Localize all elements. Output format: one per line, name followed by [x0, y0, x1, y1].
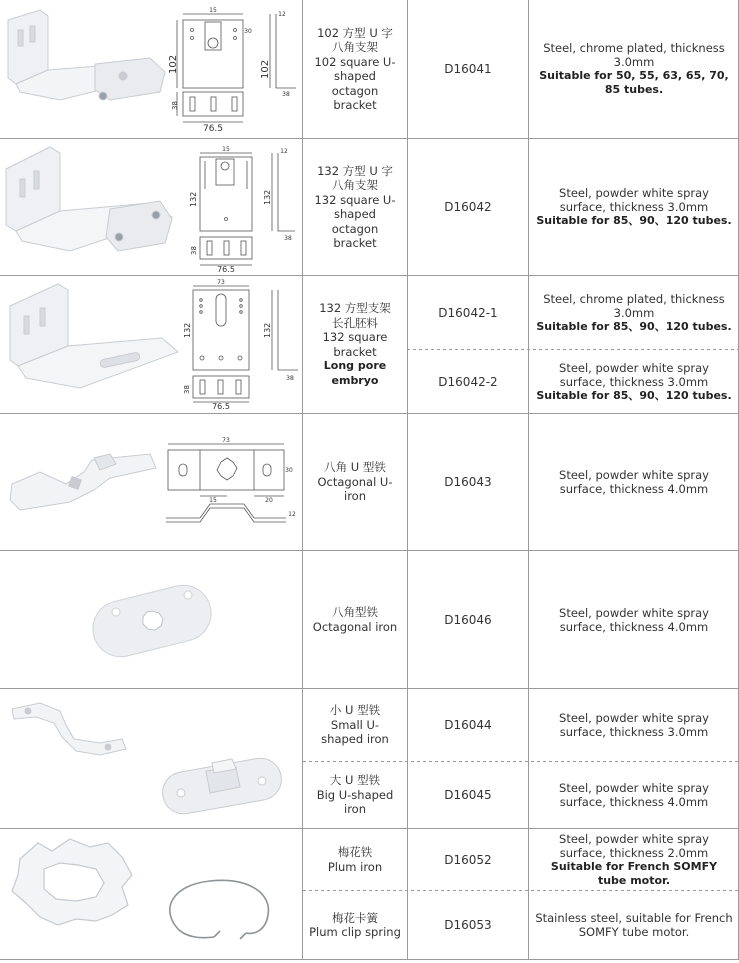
dim-left: 15	[209, 497, 217, 504]
product-name-en: Big U-shaped iron	[316, 787, 394, 817]
product-name-cn: 132 方型 U 字八角支架	[317, 163, 393, 192]
product-name-cn: 102 方型 U 字八角支架	[317, 25, 393, 54]
description-text: Steel, powder white spray surface, thickness 2.0mm	[559, 831, 709, 860]
product-name-en: Plum clip spring	[309, 925, 401, 939]
dim-width: 76.5	[217, 265, 235, 274]
dim-side: 30	[244, 28, 252, 35]
plum-clip-spring-photo	[170, 880, 269, 939]
dim-top: 15	[209, 7, 217, 14]
product-description	[529, 829, 739, 890]
product-name-cn: 梅花卡簧	[332, 910, 378, 925]
product-code: D16046	[444, 612, 492, 627]
product-code: D16045	[444, 788, 492, 802]
product-code: D16052	[444, 852, 492, 867]
product-name-cn: 小 U 型铁	[329, 703, 381, 718]
dim-side: 30	[285, 467, 293, 474]
product-name-d16043	[303, 414, 407, 550]
product-name-en: Small U-shaped iron	[321, 717, 389, 747]
product-description	[529, 762, 739, 828]
description-suitability: Suitable for 85、90、120 tubes.	[536, 319, 732, 333]
u-iron-drawing	[166, 444, 286, 522]
bracket-drawing-front	[200, 153, 295, 265]
product-name-d16042	[303, 139, 407, 275]
description-text: Steel, chrome plated, thickness 3.0mm	[543, 291, 725, 320]
product-name-en: Plum iron	[327, 859, 383, 874]
product-name-d16042-1	[303, 276, 407, 413]
bracket-photo	[8, 10, 165, 100]
product-name-d16053	[303, 891, 407, 959]
dim-height: 132	[183, 322, 192, 338]
bracket-drawing-front	[177, 14, 296, 122]
description-suitability: Suitable for French SOMFY tube motor.	[550, 859, 718, 887]
product-code: D16044	[444, 718, 492, 732]
description-text: Stainless steel, suitable for French SOMFY tube motor.	[535, 911, 733, 939]
description-suitability: Suitable for 50, 55, 63, 65, 70, 85 tubes.	[539, 69, 729, 96]
product-code: D16042-1	[438, 305, 498, 320]
product-name-en: Octagonal iron	[312, 619, 398, 634]
dim-base: 38	[171, 101, 179, 110]
product-image-d16042	[0, 139, 302, 275]
product-image-d16043	[0, 414, 302, 550]
bracket-photo	[10, 284, 178, 388]
product-code: D16042-2	[438, 374, 498, 389]
dim-height: 102	[168, 54, 179, 74]
dim-top: 73	[222, 437, 230, 444]
dim-right: 20	[265, 497, 273, 504]
dim-thk: 12	[280, 148, 288, 155]
product-description	[529, 689, 739, 761]
product-name-cn: 八角 U 型铁	[324, 460, 386, 475]
dim-top: 73	[217, 279, 225, 286]
product-name-variant: Long pore embryo	[323, 359, 387, 387]
dim-height-side: 132	[263, 189, 272, 205]
product-image-d16052-d16053	[0, 829, 302, 959]
octagonal-iron-photo	[87, 579, 217, 662]
dim-width: 76.5	[202, 124, 224, 134]
product-name-cn: 大 U 型铁	[329, 773, 381, 788]
product-name-d16045	[303, 762, 407, 828]
dim-foot: 38	[286, 375, 294, 382]
product-code: D16043	[444, 475, 492, 489]
product-description	[529, 551, 739, 688]
dim-thk: 12	[278, 11, 286, 18]
dim-height: 132	[189, 191, 198, 207]
product-image-d16046	[0, 551, 302, 688]
dim-foot: 38	[282, 91, 290, 98]
big-u-iron-photo	[159, 755, 284, 817]
description-text: Steel, powder white spray surface, thickness 3.0mm	[559, 711, 709, 739]
product-name-en: 132 square U-shaped octagon bracket	[314, 192, 396, 250]
product-image-d16042-1	[0, 276, 302, 413]
dim-base: 38	[183, 385, 191, 394]
product-name-d16041	[303, 0, 407, 138]
product-description	[529, 0, 739, 138]
product-name-cn: 梅花铁	[337, 845, 373, 859]
product-description	[529, 414, 739, 550]
product-code: D16042	[444, 200, 492, 214]
bracket-drawing-front	[193, 286, 298, 402]
description-suitability: Suitable for 85、90、120 tubes.	[536, 214, 732, 227]
plum-iron-photo	[12, 839, 132, 925]
product-name-d16052	[303, 829, 407, 890]
product-code: D16041	[444, 62, 492, 76]
product-image-d16041	[0, 0, 302, 138]
description-text: Steel, chrome plated, thickness 3.0mm	[543, 41, 725, 69]
description-text: Steel, powder white spray surface, thickness 4.0mm	[559, 468, 709, 496]
product-name-cn: 八角型铁	[332, 605, 378, 619]
dim-base: 38	[190, 246, 198, 255]
description-text: Steel, powder white spray surface, thickness 3.0mm	[559, 186, 709, 214]
product-description	[529, 276, 739, 349]
product-description	[529, 139, 739, 275]
u-iron-photo	[10, 454, 156, 510]
product-name-en: 132 square bracket	[322, 330, 388, 359]
product-name-en: 102 square U-shaped octagon bracket	[314, 54, 396, 112]
description-text: Steel, powder white spray surface, thickness 4.0mm	[559, 605, 709, 634]
product-description	[529, 891, 739, 959]
product-name-en: Octagonal U-iron	[317, 474, 393, 504]
dim-top: 15	[222, 146, 230, 153]
product-name-d16044	[303, 689, 407, 761]
description-text: Steel, powder white spray surface, thickness 4.0mm	[559, 781, 709, 809]
dim-width: 76.5	[212, 402, 230, 411]
dim-height-side: 102	[260, 59, 271, 79]
product-name-d16046	[303, 551, 407, 688]
description-suitability: Suitable for 85、90、120 tubes.	[536, 388, 732, 402]
product-image-d16044-d16045	[0, 689, 302, 828]
small-u-iron-photo	[12, 703, 126, 755]
product-description	[529, 350, 739, 413]
bracket-photo	[6, 147, 172, 251]
description-text: Steel, powder white spray surface, thickness 3.0mm	[559, 360, 709, 389]
dim-height-side: 132	[263, 322, 272, 338]
dim-thk: 12	[288, 511, 296, 518]
product-code: D16053	[444, 918, 492, 932]
product-name-cn: 132 方型支架长孔胚料	[319, 301, 391, 330]
dim-foot: 38	[284, 235, 292, 242]
